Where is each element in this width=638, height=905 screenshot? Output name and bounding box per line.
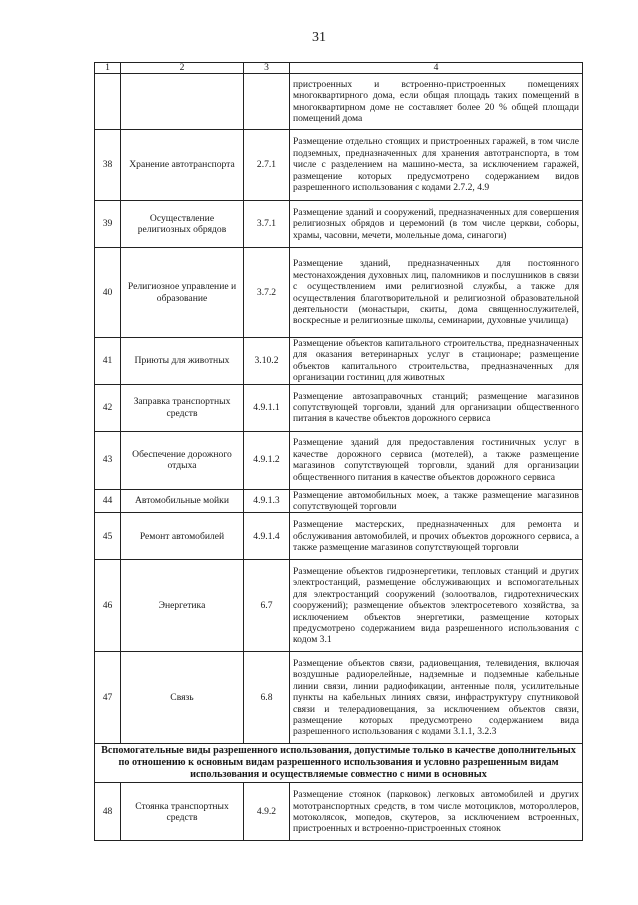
use-description: Размещение объектов капитального строительства, предназначенных для оказания ветеринарных услуг в стационаре; размещение объектов капитального строительства, предназначенных для организации гостиниц для животных — [290, 338, 583, 385]
table-row — [95, 783, 583, 841]
table-row — [95, 560, 583, 652]
use-code: 4.9.1.4 — [244, 513, 290, 560]
use-description: Размещение зданий для предоставления гостиничных услуг в качестве дорожного сервиса (мотелей), а также размещение магазинов сопутствующей торговли, зданий для организации общественного питания в качестве объектов дорожного сервиса — [290, 431, 583, 489]
table-row — [95, 338, 583, 385]
use-code: 4.9.1.3 — [244, 489, 290, 513]
use-code: 6.8 — [244, 652, 290, 744]
use-code: 3.7.1 — [244, 201, 290, 248]
use-description: Размещение автомобильных моек, а также размещение магазинов сопутствующей торговли — [290, 489, 583, 513]
use-description: Размещение объектов гидроэнергетики, тепловых станций и других электростанций, размещение обслуживающих и вспомогательных для электростанций сооружений (золоотвалов, гидротехнических сооружений); размещение объектов электросетевого хозяйства, за исключением объектов энергетики, размещение которых предусмотрено содержанием вида разрешенного использования с кодом 3.1 — [290, 560, 583, 652]
row-number: 46 — [95, 560, 121, 652]
use-code: 3.10.2 — [244, 338, 290, 385]
row-number: 43 — [95, 431, 121, 489]
use-description: Размещение стоянок (парковок) легковых автомобилей и других мототранспортных средств, в том числе мотоциклов, мотороллеров, мотоколясок, мопедов, скутеров, за исключением встроенных, пристроенных и встроенно-пристроенных стоянок — [290, 783, 583, 841]
header-cell: 3 — [244, 63, 290, 74]
header-cell: 2 — [121, 63, 244, 74]
row-number: 48 — [95, 783, 121, 841]
use-description: Размещение зданий, предназначенных для постоянного местонахождения духовных лиц, паломников и послушников в связи с осуществлением ими религиозной службы, а также для осуществления благотворительной и религиозной образовательной деятельности (монастыри, скиты, дома священнослужителей, воскресные и религиозные школы, семинарии, духовные училища) — [290, 248, 583, 338]
use-name: Обеспечение дорожного отдыха — [121, 431, 244, 489]
section-title: Вспомогательные виды разрешенного использования, допустимые только в качестве дополнительных по отношению к основным видам разрешенного использования и условно разрешенным видам использования и осуществляемые совместно с ними в основных — [95, 744, 583, 783]
use-code: 6.7 — [244, 560, 290, 652]
use-name: Хранение автотранспорта — [121, 130, 244, 201]
row-number: 41 — [95, 338, 121, 385]
row-number: 45 — [95, 513, 121, 560]
use-name: Ремонт автомобилей — [121, 513, 244, 560]
table-row — [95, 652, 583, 744]
use-code: 4.9.1.1 — [244, 384, 290, 431]
header-cell: 4 — [290, 63, 583, 74]
table-row — [95, 489, 583, 513]
table-row — [95, 431, 583, 489]
use-code: 4.9.2 — [244, 783, 290, 841]
table-row — [95, 248, 583, 338]
table-row — [95, 130, 583, 201]
use-name: Энергетика — [121, 560, 244, 652]
name-cell — [121, 74, 244, 130]
use-description: Размещение автозаправочных станций; размещение магазинов сопутствующей торговли, зданий для организации общественного питания в качестве объектов дорожного сервиса — [290, 384, 583, 431]
use-description: Размещение объектов связи, радиовещания, телевидения, включая воздушные радиорелейные, надземные и подземные кабельные линии связи, линии радиофикации, антенные поля, усилительные пункты на кабельных линиях связи, инфраструктуру спутниковой связи и телерадиовещания, за исключением объектов связи, размещение которых предусмотрено содержанием вида разрешенного использования с кодами 3.1.1, 3.2.3 — [290, 652, 583, 744]
table-row — [95, 384, 583, 431]
section-heading-row — [95, 744, 583, 783]
use-description: Размещение зданий и сооружений, предназначенных для совершения религиозных обрядов и церемоний (в том числе церкви, соборы, храмы, часовни, мечети, молельные дома, синагоги) — [290, 201, 583, 248]
use-name: Связь — [121, 652, 244, 744]
use-name: Автомобильные мойки — [121, 489, 244, 513]
row-number: 42 — [95, 384, 121, 431]
row-number: 40 — [95, 248, 121, 338]
use-name: Осуществление религиозных обрядов — [121, 201, 244, 248]
page-number: 31 — [312, 30, 326, 45]
num-cell — [95, 74, 121, 130]
use-name: Приюты для животных — [121, 338, 244, 385]
table-row — [95, 201, 583, 248]
row-number: 38 — [95, 130, 121, 201]
description-cell: пристроенных и встроенно-пристроенных помещениях многоквартирного дома, если общая площадь таких помещений в многоквартирном доме не составляет более 20 % общей площади помещений дома — [290, 74, 583, 130]
row-number: 44 — [95, 489, 121, 513]
use-name: Заправка транспортных средств — [121, 384, 244, 431]
land-use-table — [94, 62, 583, 841]
use-code: 4.9.1.2 — [244, 431, 290, 489]
use-code: 2.7.1 — [244, 130, 290, 201]
table-row — [95, 74, 583, 130]
use-name: Религиозное управление и образование — [121, 248, 244, 338]
header-cell: 1 — [95, 63, 121, 74]
use-description: Размещение мастерских, предназначенных для ремонта и обслуживания автомобилей, и прочих объектов дорожного сервиса, а также размещение магазинов сопутствующей торговли — [290, 513, 583, 560]
row-number: 47 — [95, 652, 121, 744]
use-code: 3.7.2 — [244, 248, 290, 338]
code-cell — [244, 74, 290, 130]
table-row — [95, 513, 583, 560]
use-description: Размещение отдельно стоящих и пристроенных гаражей, в том числе подземных, предназначенных для хранения автотранспорта, в том числе с разделением на машино-места, за исключением гаражей, размещение которых предусмотрено содержанием видов разрешенного использования с кодами 2.7.2, 4.9 — [290, 130, 583, 201]
row-number: 39 — [95, 201, 121, 248]
use-name: Стоянка транспортных средств — [121, 783, 244, 841]
table-header-row — [95, 63, 583, 74]
